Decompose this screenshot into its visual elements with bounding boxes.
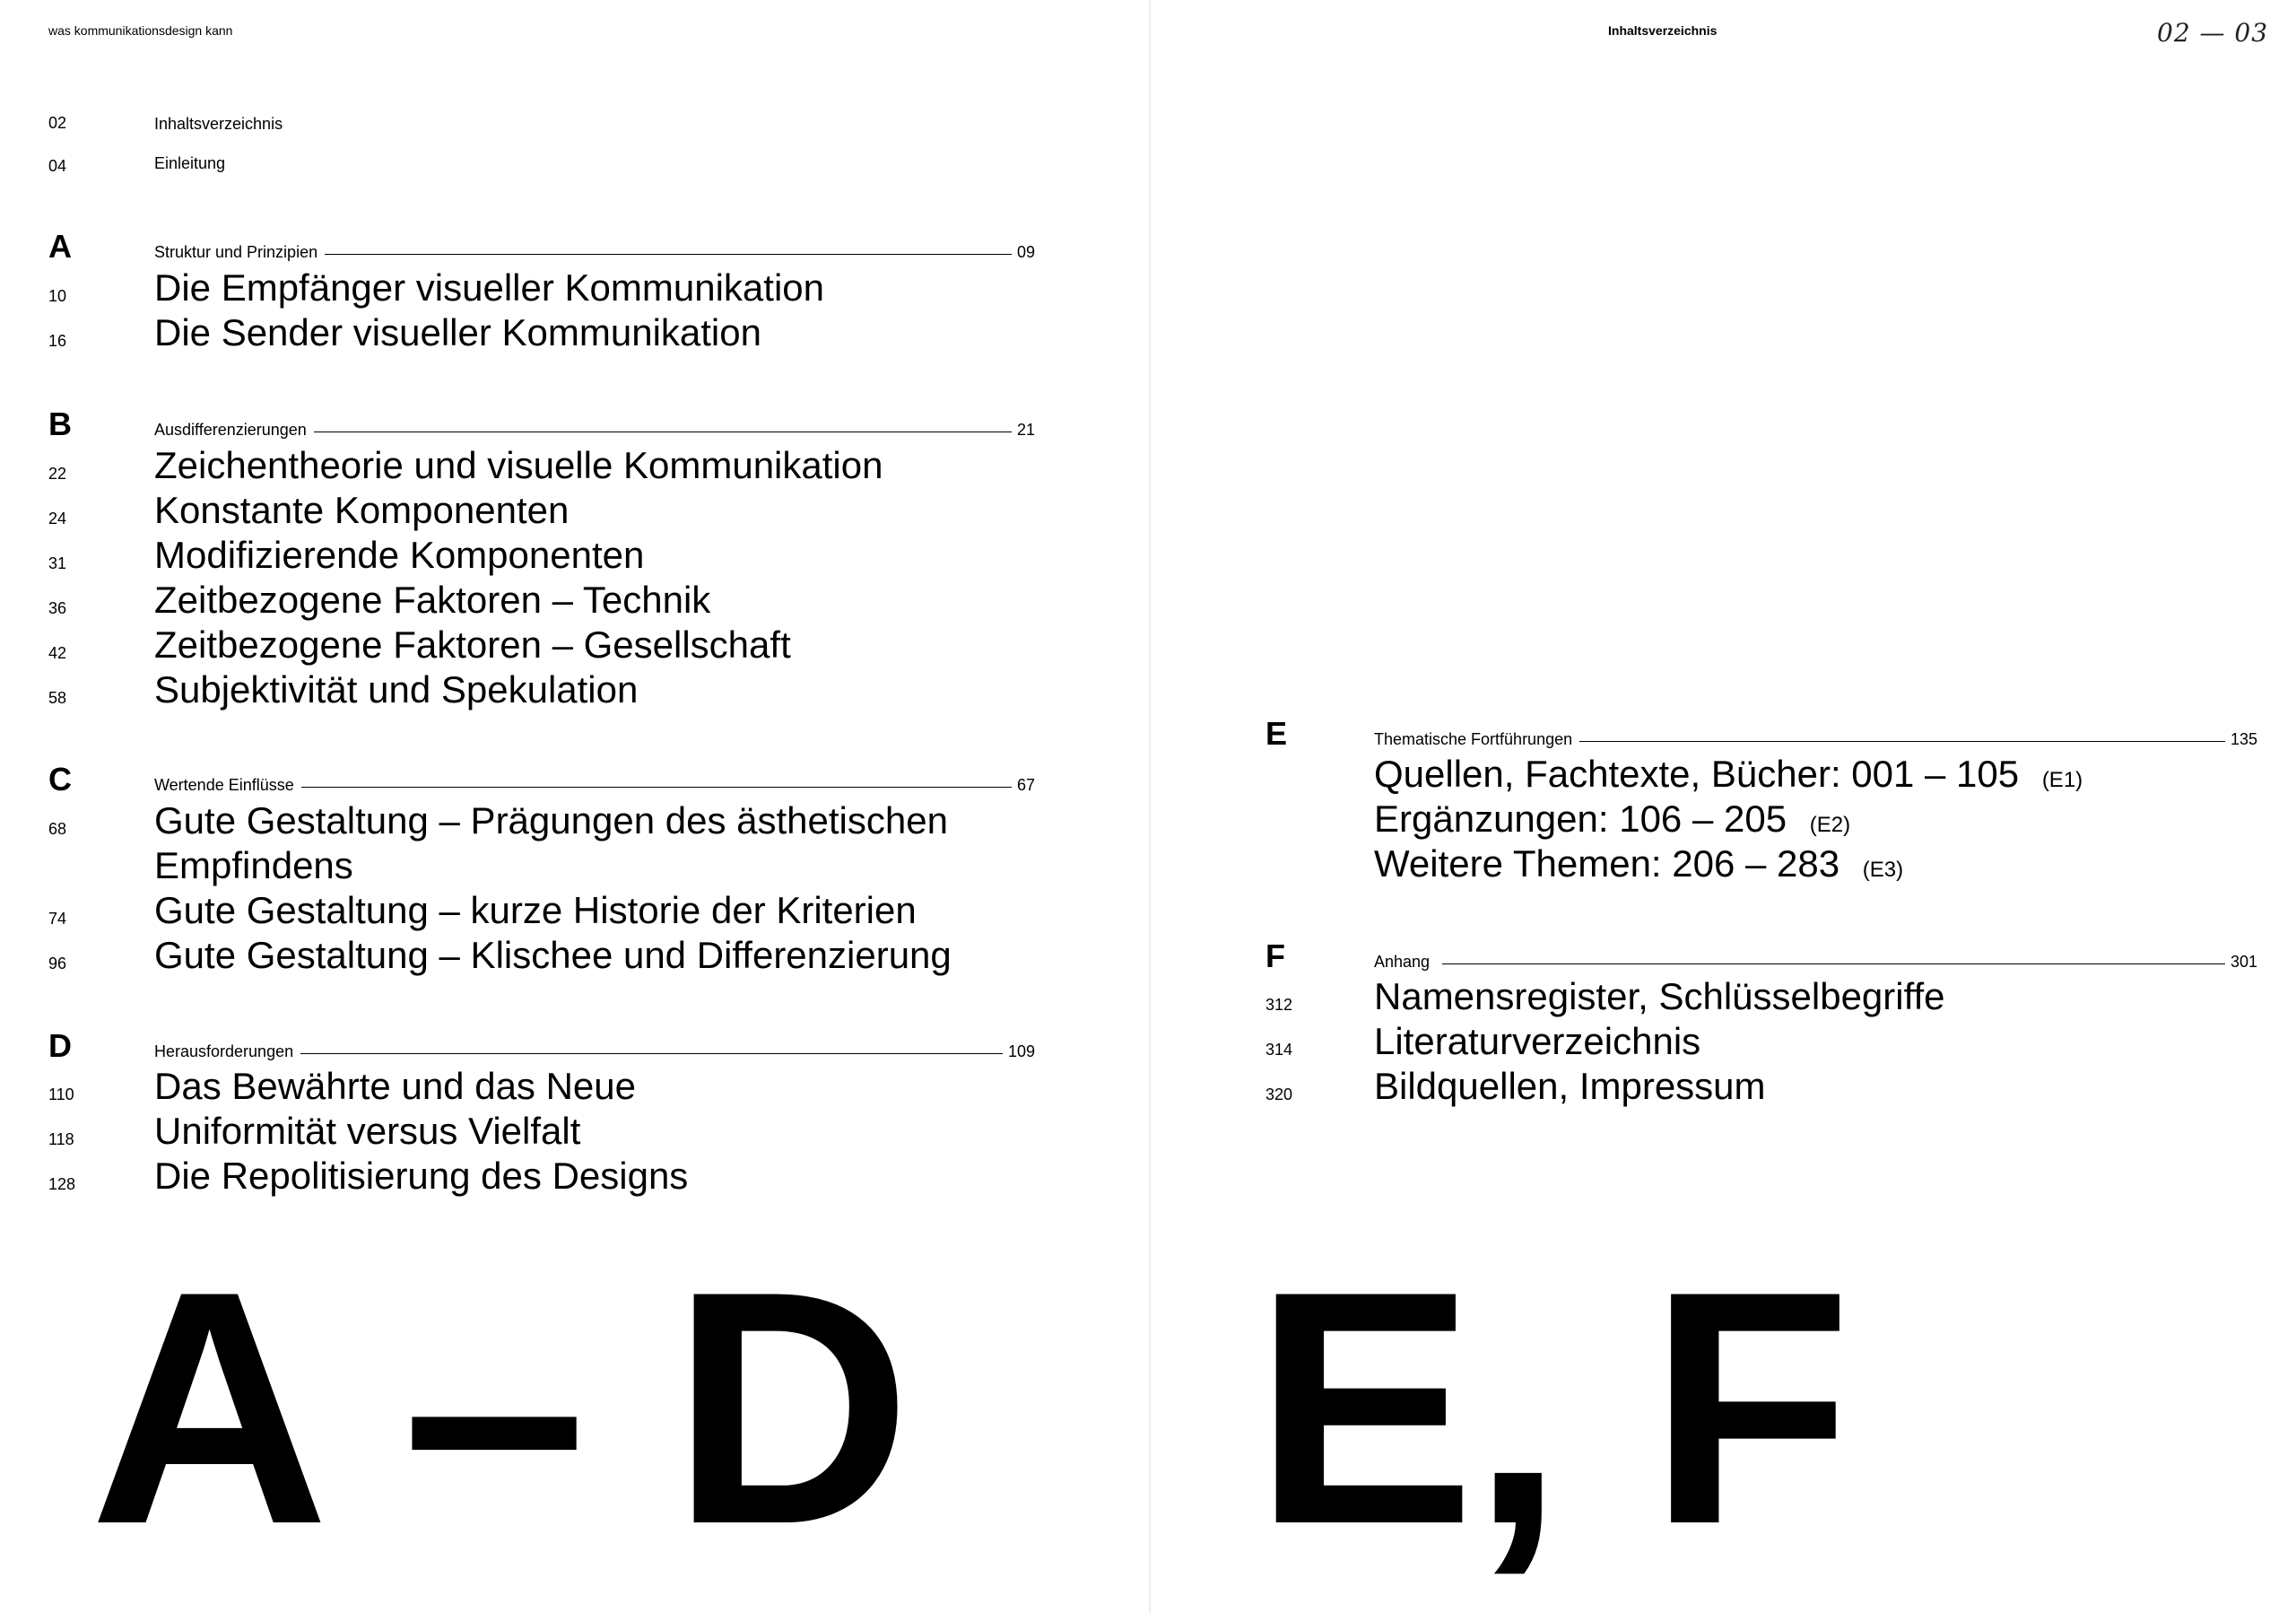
toc-entry-title — [1374, 843, 1903, 885]
toc-entry-title: Gute Gestaltung – kurze Historie der Kriterien — [154, 889, 917, 931]
section-heading-title: Thematische Fortführungen — [1374, 730, 1573, 748]
leader-rule — [301, 787, 1012, 788]
toc-entry-title: Uniformität versus Vielfalt — [154, 1110, 581, 1152]
section-heading-title: Wertende Einflüsse — [154, 776, 294, 794]
toc-entry-title: Literaturverzeichnis — [1374, 1020, 1701, 1062]
toc-page-number: 314 — [1265, 1041, 1293, 1059]
section-start-page: 09 — [1016, 243, 1035, 261]
right-page — [1151, 0, 2296, 1613]
running-header-right: Inhaltsverzeichnis — [1608, 23, 1718, 38]
section-letter-a: A — [48, 228, 72, 265]
toc-page-number: 31 — [48, 554, 67, 572]
toc-page-number: 312 — [1265, 996, 1293, 1014]
section-heading-title: Struktur und Prinzipien — [154, 243, 318, 261]
toc-entry-title-text: Quellen, Fachtexte, Bücher: 001 – 105 — [1374, 753, 2020, 795]
section-start-page: 135 — [2230, 730, 2257, 748]
leader-rule — [325, 254, 1012, 255]
section-heading-b — [154, 422, 1035, 438]
display-lettering-e-f: E, F — [1254, 1223, 1848, 1593]
toc-page-number: 22 — [48, 465, 67, 483]
toc-entry-title: Bildquellen, Impressum — [1374, 1065, 1766, 1107]
running-header-left: was kommunikationsdesign kann — [48, 23, 233, 38]
section-heading-title: Herausforderungen — [154, 1042, 294, 1060]
toc-entry-title: Namensregister, Schlüsselbegriffe — [1374, 975, 1945, 1017]
section-letter-c: C — [48, 761, 72, 798]
toc-entry-title: Subjektivität und Spekulation — [154, 668, 639, 711]
toc-entry-title: Modifizierende Komponenten — [154, 534, 645, 576]
toc-page-number: 16 — [48, 332, 67, 350]
toc-page-number: 36 — [48, 599, 67, 617]
toc-page-number: 128 — [48, 1175, 76, 1193]
section-start-page: 109 — [1007, 1042, 1035, 1060]
toc-entry-title: Einleitung — [154, 154, 226, 172]
entry-tag: (E2) — [1809, 813, 1851, 837]
toc-page-number: 24 — [48, 510, 67, 527]
section-start-page: 301 — [2230, 953, 2257, 971]
toc-page-number: 74 — [48, 910, 67, 928]
toc-entry-title — [1374, 798, 1850, 840]
leader-rule — [1442, 963, 2225, 964]
toc-page-number: 02 — [48, 114, 67, 132]
toc-page-number: 320 — [1265, 1086, 1293, 1103]
section-letter-e: E — [1265, 715, 1288, 752]
entry-tag: (E1) — [2041, 768, 2083, 792]
section-heading-f — [1374, 954, 2257, 970]
leader-rule — [1579, 741, 2225, 742]
toc-entry-title: Gute Gestaltung – Prägungen des ästhetischen — [154, 799, 948, 841]
toc-page-number: 118 — [48, 1130, 74, 1148]
section-heading-title: Ausdifferenzierungen — [154, 421, 307, 439]
toc-entry-title: Gute Gestaltung – Klischee und Differenzierung — [154, 934, 952, 976]
section-letter-b: B — [48, 405, 72, 442]
toc-page-number: 110 — [48, 1086, 74, 1103]
display-lettering-a-d: A – D — [90, 1223, 909, 1593]
toc-entry-title-continued: Empfindens — [154, 844, 353, 886]
section-start-page: 67 — [1016, 776, 1035, 794]
leader-rule — [300, 1053, 1003, 1054]
toc-page-number: 68 — [48, 820, 67, 838]
toc-entry-title: Die Repolitisierung des Designs — [154, 1155, 689, 1197]
section-letter-d: D — [48, 1027, 72, 1064]
section-heading-title: Anhang — [1374, 953, 1431, 971]
toc-entry-title: Zeitbezogene Faktoren – Technik — [154, 579, 711, 621]
section-start-page: 21 — [1016, 421, 1035, 439]
toc-entry-title-text: Ergänzungen: 106 – 205 — [1374, 798, 1787, 840]
toc-entry-title: Die Empfänger visueller Kommunikation — [154, 266, 824, 309]
toc-page-number: 10 — [48, 287, 67, 305]
toc-entry-title: Das Bewährte und das Neue — [154, 1065, 636, 1107]
toc-entry-title: Inhaltsverzeichnis — [154, 115, 283, 133]
toc-entry-title — [1374, 754, 2083, 795]
section-heading-a — [154, 244, 1035, 260]
section-heading-c — [154, 777, 1035, 793]
toc-entry-title: Zeitbezogene Faktoren – Gesellschaft — [154, 623, 791, 666]
toc-entry-title-text: Weitere Themen: 206 – 283 — [1374, 842, 1840, 885]
toc-page-number: 96 — [48, 955, 67, 972]
toc-page-number: 04 — [48, 157, 67, 175]
folio: 02 — 03 — [2157, 18, 2269, 48]
toc-entry-title: Die Sender visueller Kommunikation — [154, 311, 761, 353]
entry-tag: (E3) — [1862, 858, 1904, 882]
toc-entry-title: Zeichentheorie und visuelle Kommunikation — [154, 444, 883, 486]
section-heading-d — [154, 1043, 1035, 1059]
section-heading-e — [1374, 731, 2257, 747]
toc-page-number: 58 — [48, 689, 67, 707]
toc-page-number: 42 — [48, 644, 67, 662]
section-letter-f: F — [1265, 937, 1285, 974]
toc-entry-title: Konstante Komponenten — [154, 489, 570, 531]
